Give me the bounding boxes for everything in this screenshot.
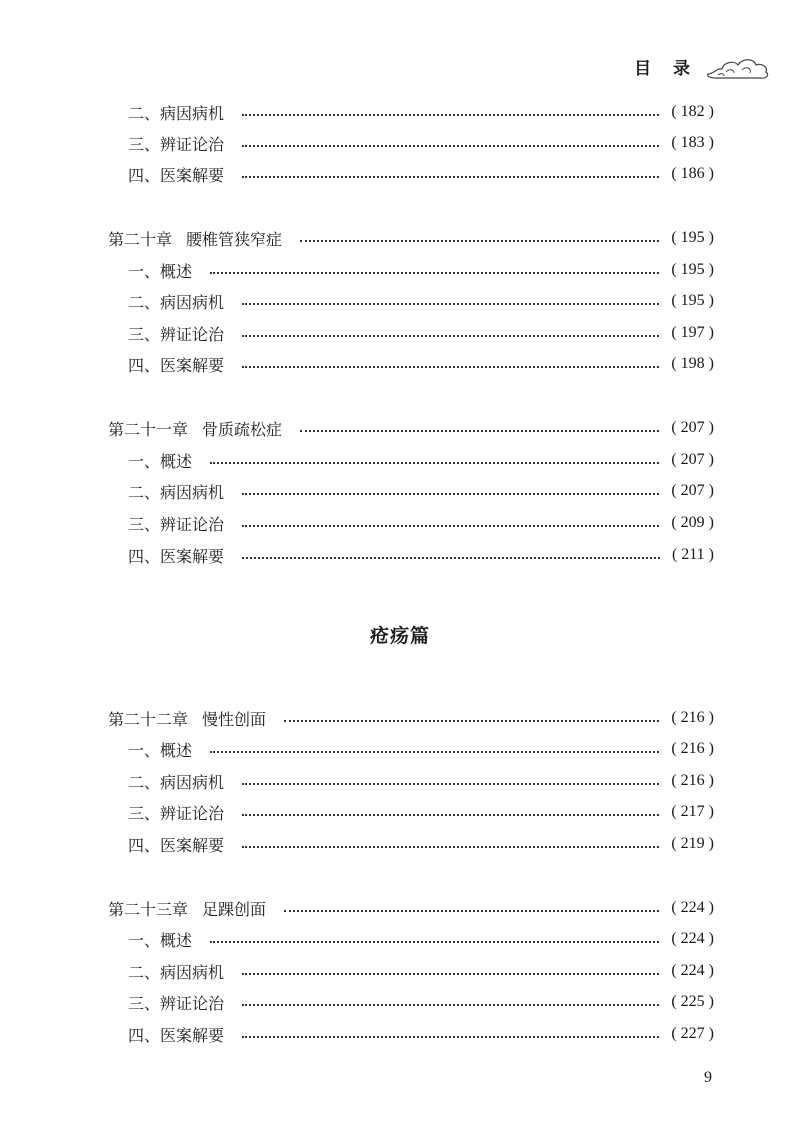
toc-item[interactable] bbox=[128, 479, 714, 503]
toc-item-label: 三、辨证论治 bbox=[128, 993, 225, 1013]
toc-item-label: 三、辨证论治 bbox=[128, 324, 225, 344]
toc-item[interactable] bbox=[128, 511, 714, 535]
toc-item[interactable] bbox=[128, 737, 714, 761]
chapter-number: 第二十二章 bbox=[108, 709, 189, 729]
toc-item-label: 二、病因病机 bbox=[128, 482, 225, 502]
chapter-number: 第二十一章 bbox=[108, 419, 189, 439]
toc-page-ref: ( 224 ) bbox=[671, 962, 714, 979]
dot-leader bbox=[210, 750, 659, 753]
chapter-title: 足踝创面 bbox=[202, 899, 267, 919]
toc-page-ref: ( 224 ) bbox=[671, 899, 714, 916]
toc-chapter[interactable] bbox=[108, 416, 714, 440]
toc-page-ref: ( 183 ) bbox=[671, 134, 714, 151]
chapter-number: 第二十三章 bbox=[108, 899, 189, 919]
toc-page-ref: ( 216 ) bbox=[671, 772, 714, 789]
dot-leader bbox=[242, 365, 659, 368]
toc-page-ref: ( 209 ) bbox=[671, 514, 714, 531]
toc-page-ref: ( 227 ) bbox=[671, 1025, 714, 1042]
dot-leader bbox=[242, 144, 659, 147]
toc-item[interactable] bbox=[128, 800, 714, 824]
toc-page-ref: ( 182 ) bbox=[671, 103, 714, 120]
toc-item[interactable] bbox=[128, 289, 714, 313]
chapter-title: 骨质疏松症 bbox=[202, 419, 283, 439]
dot-leader bbox=[284, 909, 659, 912]
toc-chapter[interactable] bbox=[108, 706, 714, 730]
toc-item-label: 一、概述 bbox=[128, 930, 193, 950]
toc-page-ref: ( 195 ) bbox=[671, 292, 714, 309]
toc-item[interactable] bbox=[128, 959, 714, 983]
dot-leader bbox=[242, 334, 659, 337]
toc-page-ref: ( 207 ) bbox=[671, 482, 714, 499]
toc-item-label: 二、病因病机 bbox=[128, 772, 225, 792]
chapter-title: 腰椎管狭窄症 bbox=[186, 229, 283, 249]
dot-leader bbox=[242, 524, 659, 527]
toc-item-label: 一、概述 bbox=[128, 261, 193, 281]
dot-leader bbox=[242, 1003, 659, 1006]
chapter-number: 第二十章 bbox=[108, 229, 173, 249]
toc-chapter[interactable] bbox=[108, 226, 714, 250]
dot-leader bbox=[210, 271, 659, 274]
dot-leader bbox=[242, 845, 659, 848]
toc-item-label: 二、病因病机 bbox=[128, 103, 225, 123]
toc-item[interactable] bbox=[128, 258, 714, 282]
header-title: 目 录 bbox=[634, 58, 698, 79]
page-number: 9 bbox=[704, 1069, 712, 1086]
dot-leader bbox=[242, 972, 659, 975]
toc-item-label: 三、辨证论治 bbox=[128, 514, 225, 534]
toc-item[interactable] bbox=[128, 131, 714, 155]
toc-page-ref: ( 197 ) bbox=[671, 324, 714, 341]
toc-item[interactable] bbox=[128, 990, 714, 1014]
dot-leader bbox=[284, 719, 659, 722]
toc-item-label: 一、概述 bbox=[128, 740, 193, 760]
toc-chapter[interactable] bbox=[108, 896, 714, 920]
toc-item-label: 三、辨证论治 bbox=[128, 803, 225, 823]
toc-item-label: 二、病因病机 bbox=[128, 962, 225, 982]
dot-leader bbox=[242, 492, 659, 495]
toc-item-label: 三、辨证论治 bbox=[128, 134, 225, 154]
toc-page-ref: ( 217 ) bbox=[671, 803, 714, 820]
toc-page-ref: ( 224 ) bbox=[671, 930, 714, 947]
toc-item[interactable] bbox=[128, 1022, 714, 1046]
toc-page-ref: ( 207 ) bbox=[671, 451, 714, 468]
dot-leader bbox=[242, 813, 659, 816]
toc-item-label: 四、医案解要 bbox=[128, 165, 225, 185]
dot-leader bbox=[210, 461, 659, 464]
toc-page-ref: ( 195 ) bbox=[671, 261, 714, 278]
toc-page-ref: ( 198 ) bbox=[671, 355, 714, 372]
toc-page-ref: ( 216 ) bbox=[671, 709, 714, 726]
toc-item[interactable] bbox=[128, 162, 714, 186]
toc-page-ref: ( 186 ) bbox=[671, 165, 714, 182]
toc-item[interactable] bbox=[128, 100, 714, 124]
toc-item[interactable] bbox=[128, 352, 714, 376]
dot-leader bbox=[300, 239, 659, 242]
toc-item[interactable] bbox=[128, 769, 714, 793]
chapter-title: 慢性创面 bbox=[202, 709, 267, 729]
dot-leader bbox=[242, 1035, 659, 1038]
toc-item-label: 二、病因病机 bbox=[128, 292, 225, 312]
dot-leader bbox=[300, 429, 659, 432]
toc-page-ref: ( 211 ) bbox=[671, 546, 714, 563]
toc-item[interactable] bbox=[128, 448, 714, 472]
dot-leader bbox=[242, 782, 659, 785]
toc-page-ref: ( 195 ) bbox=[671, 229, 714, 246]
cloud-ornament-icon bbox=[704, 48, 772, 84]
toc-item[interactable] bbox=[128, 832, 714, 856]
dot-leader bbox=[242, 175, 659, 178]
dot-leader bbox=[242, 113, 659, 116]
toc-page-ref: ( 207 ) bbox=[671, 419, 714, 436]
toc-item[interactable] bbox=[128, 543, 714, 567]
toc-item-label: 四、医案解要 bbox=[128, 1025, 225, 1045]
toc-page-ref: ( 216 ) bbox=[671, 740, 714, 757]
toc-page-ref: ( 225 ) bbox=[671, 993, 714, 1010]
running-header bbox=[634, 48, 772, 84]
toc-item-label: 一、概述 bbox=[128, 451, 193, 471]
dot-leader bbox=[242, 556, 660, 559]
toc-page-ref: ( 219 ) bbox=[671, 835, 714, 852]
section-title: 疮疡篇 bbox=[369, 625, 430, 647]
toc-item[interactable] bbox=[128, 321, 714, 345]
toc-item-label: 四、医案解要 bbox=[128, 835, 225, 855]
toc-item[interactable] bbox=[128, 927, 714, 951]
toc-item-label: 四、医案解要 bbox=[128, 355, 225, 375]
toc-item-label: 四、医案解要 bbox=[128, 546, 225, 566]
dot-leader bbox=[210, 940, 659, 943]
dot-leader bbox=[242, 302, 659, 305]
